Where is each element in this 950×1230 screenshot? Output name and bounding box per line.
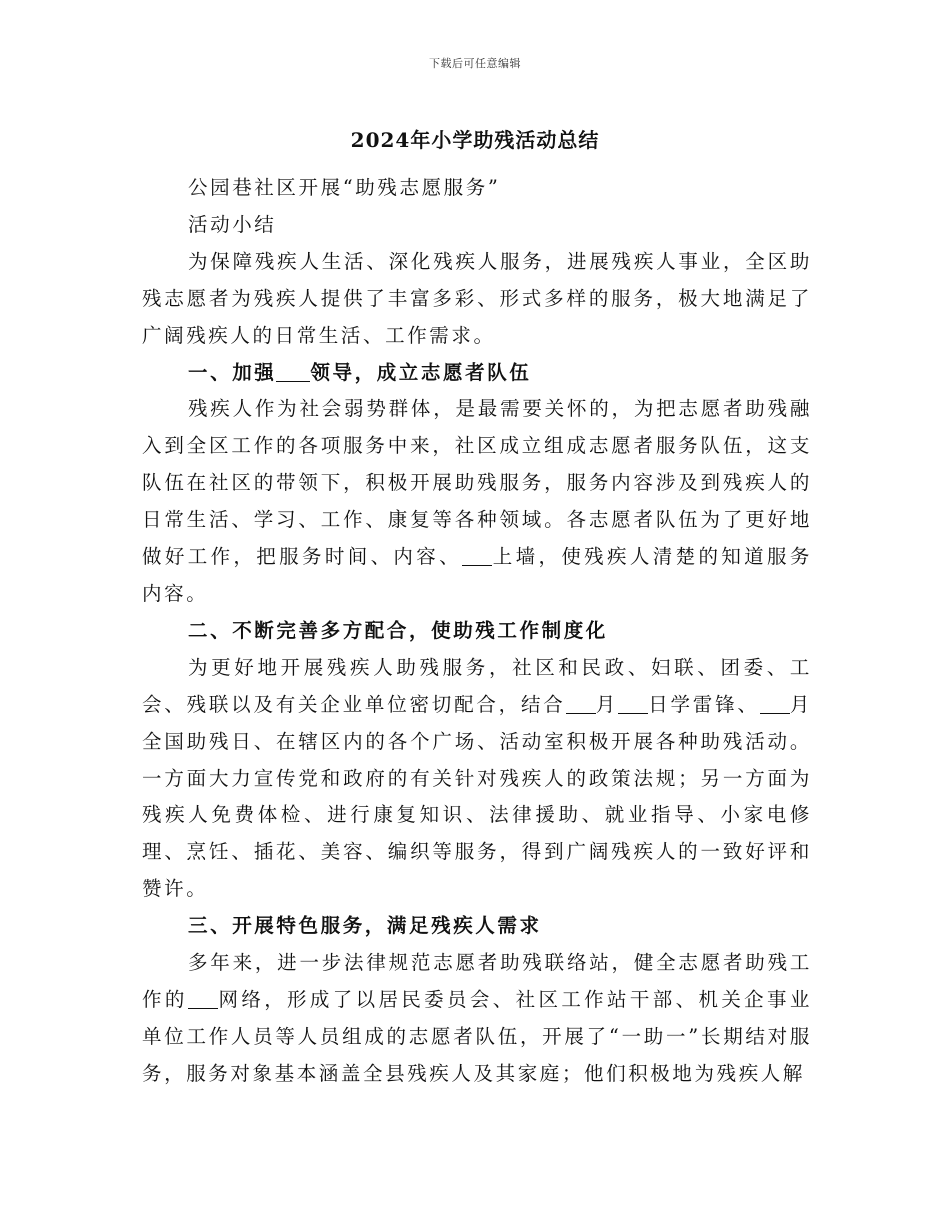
header-note: 下载后可任意编辑 xyxy=(429,57,521,70)
paragraph-text: 为更好地开展残疾人助残服务，社区和民政、妇联、团委、工会、残联以及有关企业单位密切配合，结合 xyxy=(142,655,812,716)
blank-line xyxy=(462,545,492,566)
paragraph-text: 月 xyxy=(595,692,619,716)
paragraph-text: 月全国助残日、在辖区内的各个广场、活动室积极开展各种助残活动。一方面大力宣传党和政府的有关针对残疾人的政策法规；另一方面为残疾人免费体检、进行康复知识、法律援助、就业指导、小家电修理、烹饪、插花、美容、编织等服务，得到广阔残疾人的一致好评和赞许。 xyxy=(142,692,812,901)
blank-line xyxy=(188,988,218,1009)
section-2-paragraph xyxy=(142,650,812,908)
blank-line xyxy=(618,693,648,714)
section-2-heading: 二、不断完善多方配合，使助残工作制度化 xyxy=(188,618,608,642)
section-1-paragraph xyxy=(142,391,812,612)
blank-line xyxy=(276,361,310,382)
paragraph-text: 网络，形成了以居民委员会、社区工作站干部、机关企事业单位工作人员等人员组成的志愿者队伍，开展了“一助一”长期结对服务，服务对象基本涵盖全县残疾人及其家庭；他们积极地为残疾人解 xyxy=(142,987,812,1085)
section-1-heading xyxy=(142,355,812,392)
paragraph-text: 多年来，进一步法律规范志愿者助残联络站，健全志愿者助残工作的 xyxy=(142,951,812,1011)
intro-paragraph: 为保障残疾人生活、深化残疾人服务，进展残疾人事业，全区助残志愿者为残疾人提供了丰富多彩、形式多样的服务，极大地满足了广阔残疾人的日常生活、工作需求。 xyxy=(142,249,812,347)
paragraph-text: 残疾人作为社会弱势群体，是最需要关怀的，为把志愿者助残融入到全区工作的各项服务中来，社区成立组成志愿者服务队伍，这支队伍在社区的带领下，积极开展助残服务，服务内容涉及到残疾人的日常生活、学习、工作、康复等各种领域。各志愿者队伍为了更好地做好工作，把服务时间、内容、 xyxy=(142,397,812,569)
paragraph-text: 上墙，使残疾人清楚的知道服务内容。 xyxy=(142,545,812,605)
subtitle-line-1: 公园巷社区开展“助残志愿服务” xyxy=(188,176,501,199)
document-title: 2024年小学助残活动总结 xyxy=(350,128,600,152)
subtitle-line-2: 活动小结 xyxy=(188,212,277,236)
section-3-heading: 三、开展特色服务，满足残疾人需求 xyxy=(188,914,542,938)
blank-line xyxy=(760,693,790,714)
section-1-heading-part: 领导，成立志愿者队伍 xyxy=(310,360,532,384)
document-body xyxy=(142,170,812,1093)
section-3-paragraph xyxy=(142,945,812,1093)
paragraph-text: 日学雷锋、 xyxy=(648,692,760,716)
section-1-heading-part: 一、加强 xyxy=(188,360,277,384)
blank-line xyxy=(566,693,596,714)
